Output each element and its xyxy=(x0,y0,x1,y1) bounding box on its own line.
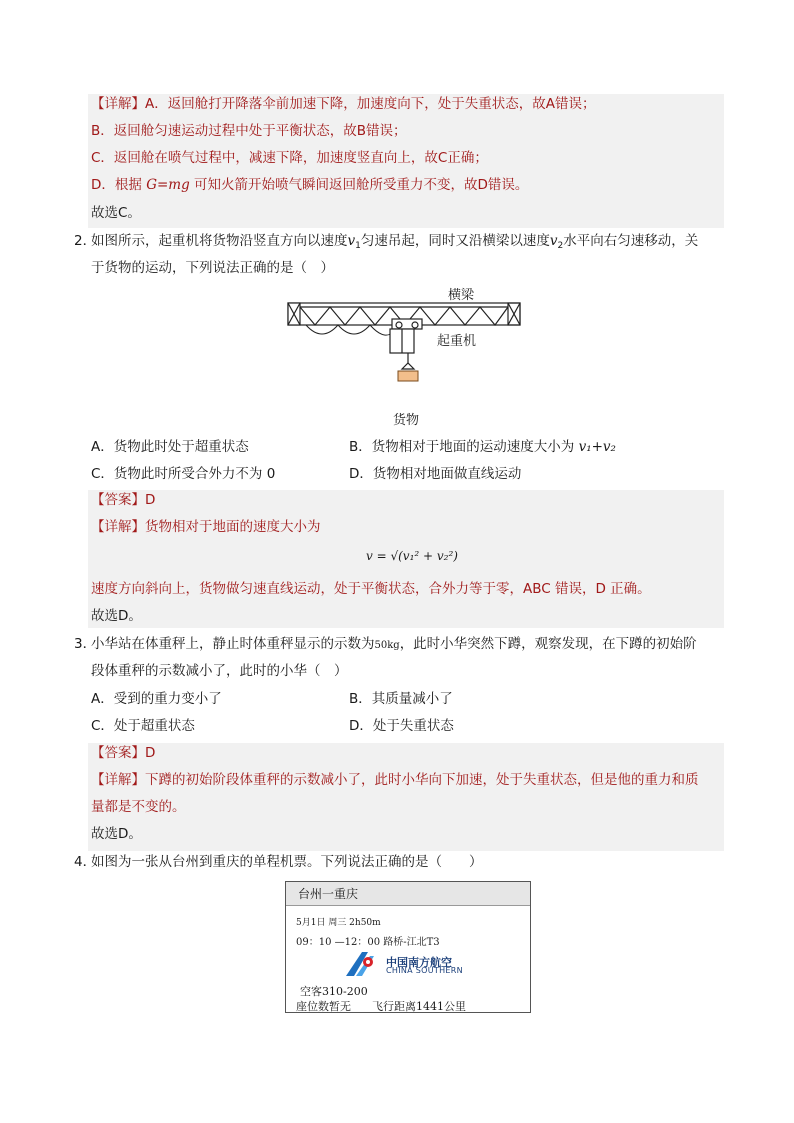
q3-detail-line1 xyxy=(91,770,699,790)
q2-option-b-text: B．货物相对于地面的运动速度大小为 xyxy=(349,439,579,455)
q1-conclusion: 故选C。 xyxy=(91,205,141,221)
q1-detail-text-1: A．返回舱打开降落伞前加速下降，加速度向下，处于失重状态，故A错误； xyxy=(145,96,596,112)
q1-detail-line3: C．返回舱在喷气过程中，减速下降，加速度竖直向上，故C正确； xyxy=(91,150,488,166)
q3-stem-line2: 段体重秤的示数减小了，此时的小华（ ） xyxy=(91,663,348,679)
q2-conclusion: 故选D。 xyxy=(91,608,142,624)
airline-name-en: CHINA SOUTHERN xyxy=(386,966,463,975)
q2-number: 2． xyxy=(74,233,97,249)
q1-detail-line1 xyxy=(91,94,595,114)
q1-detail-line4-suffix: 可知火箭开始喷气瞬间返回舱所受重力不变，故D错误。 xyxy=(189,177,529,193)
q2-stem-c: 水平向右匀速移动，关 xyxy=(563,233,699,249)
q2-formula: v = √(v₁² + v₂²) xyxy=(366,549,458,563)
v2-subscript: 2 xyxy=(557,241,564,251)
q2-option-b xyxy=(349,437,616,457)
q3-stem-line1 xyxy=(91,634,697,656)
china-southern-logo-icon xyxy=(344,950,384,978)
answer-tag: 【答案】 xyxy=(91,492,145,508)
q3-stem-b: ，此时小华突然下蹲，观察发现，在下蹲的初始阶 xyxy=(399,636,697,652)
v1-subscript: 1 xyxy=(355,241,361,251)
q3-option-b: B．其质量减小了 xyxy=(349,691,453,707)
detail-tag: 【详解】 xyxy=(91,772,145,788)
q3-stem-a: 小华站在体重秤上，静止时体重秤显示的示数为 xyxy=(91,636,375,652)
q1-formula: G=mg xyxy=(146,177,190,193)
q2-stem-line2: 于货物的运动，下列说法正确的是（ ） xyxy=(91,260,334,276)
q4-stem: 如图为一张从台州到重庆的单程机票。下列说法正确的是（ ） xyxy=(91,854,483,870)
cable-loops xyxy=(306,325,396,335)
q3-detail-text-1: 下蹲的初始阶段体重秤的示数减小了，此时小华向下加速，处于失重状态，但是他的重力和质 xyxy=(145,772,699,788)
q3-detail-line2: 量都是不变的。 xyxy=(91,799,186,815)
q2-detail-line2: 速度方向斜向上，货物做匀速直线运动，处于平衡状态，合外力等于零，ABC 错误，D 正确。 xyxy=(91,581,651,597)
ticket-time: 09：10 —12：00 路桥-江北T3 xyxy=(296,937,440,948)
q1-detail-line4-prefix: D．根据 xyxy=(91,177,147,193)
q1-detail-line2: B．返回舱匀速运动过程中处于平衡状态，故B错误； xyxy=(91,123,407,139)
q3-answer-value: D xyxy=(145,745,156,761)
q4-number: 4． xyxy=(74,854,97,870)
ticket-aircraft: 空客310-200 xyxy=(300,985,368,998)
q1-detail-line4 xyxy=(91,175,528,195)
q3-option-a: A．受到的重力变小了 xyxy=(91,691,222,707)
q2-answer xyxy=(91,490,155,510)
q3-conclusion: 故选D。 xyxy=(91,826,142,842)
q2-stem-a: 如图所示，起重机将货物沿竖直方向以速度 xyxy=(91,233,348,249)
cargo-box xyxy=(398,371,418,381)
v2-symbol: v xyxy=(549,233,558,249)
q2-option-c: C．货物此时所受合外力不为 0 xyxy=(91,466,276,482)
q2-answer-value: D xyxy=(145,492,156,508)
ticket-route: 台州一重庆 xyxy=(286,882,530,906)
crane-figure xyxy=(280,285,530,430)
q3-number: 3． xyxy=(74,636,97,652)
q3-option-d: D．处于失重状态 xyxy=(349,718,454,734)
q2-option-a: A．货物此时处于超重状态 xyxy=(91,439,249,455)
v1-symbol: v xyxy=(347,233,356,249)
q2-stem-line1 xyxy=(91,231,698,256)
label-crane: 起重机 xyxy=(437,334,477,349)
q2-detail-line1 xyxy=(91,517,321,537)
q3-option-c: C．处于超重状态 xyxy=(91,718,195,734)
airline-name-cn: 中国南方航空 xyxy=(386,956,452,969)
q2-option-d: D．货物相对地面做直线运动 xyxy=(349,466,522,482)
ticket-date: 5月1日 周三 2h50m xyxy=(296,918,381,928)
ticket-distance: 飞行距离1441公里 xyxy=(372,1000,466,1013)
q2-detail-text-1: 货物相对于地面的速度大小为 xyxy=(145,519,321,535)
answer-tag: 【答案】 xyxy=(91,745,145,761)
detail-tag: 【详解】 xyxy=(91,519,145,535)
detail-tag: 【详解】 xyxy=(91,96,145,112)
q3-mass-value: 50kg xyxy=(374,640,400,651)
label-cargo: 货物 xyxy=(393,413,420,428)
q3-answer xyxy=(91,743,155,763)
flight-ticket xyxy=(285,881,531,1013)
q2-option-b-formula: v₁+v₂ xyxy=(578,439,616,455)
q2-stem-b: 匀速吊起，同时又沿横梁以速度 xyxy=(360,233,550,249)
label-beam: 横梁 xyxy=(448,288,475,303)
ticket-seats: 座位数暂无 xyxy=(296,1000,351,1013)
crane-trolley xyxy=(390,319,422,369)
